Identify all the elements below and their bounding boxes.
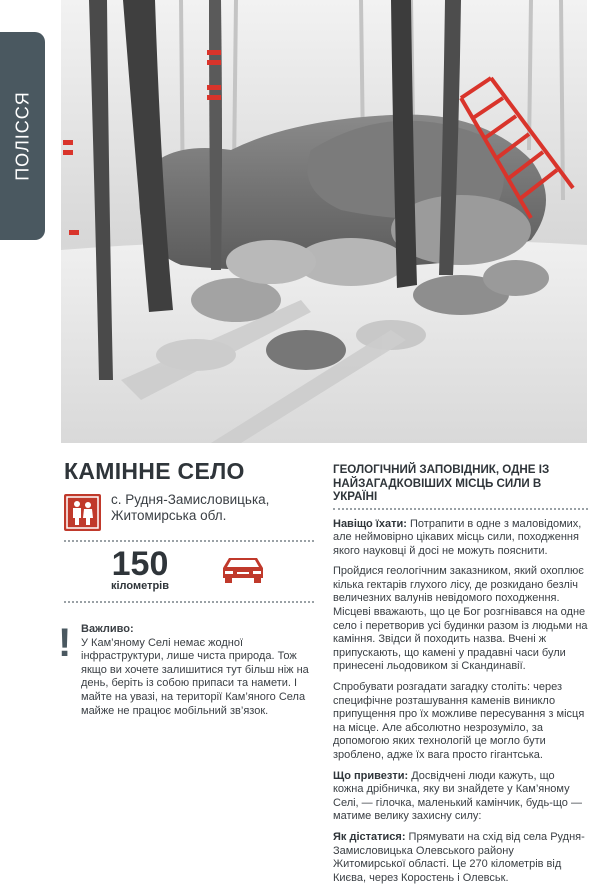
warning-text: У Кам’яному Селі немає жодної інфраструктури, лише чиста природа. Тож якщо ви хочете залишитися тут більш ніж на день, беріть із собою припаси та намети. І майте на увазі, на території Кам’яного Села майже не працює мобільний зв’язок.	[81, 636, 309, 717]
souvenir-text: Досвідчені люди кажуть, що кожна дрібничка, яку ви знайдете у Кам’яному Селі, — гілочка, маленький камінчик, будь-що — матиме велику захисну силу:	[333, 769, 582, 823]
why-go-label: Навіщо їхати:	[333, 517, 407, 530]
heading-divider	[333, 508, 588, 510]
directions-paragraph	[333, 831, 588, 885]
souvenir-label: Що привезти:	[333, 769, 409, 782]
description-column	[333, 463, 588, 892]
distance-value: 150	[111, 545, 169, 583]
family-location-icon	[64, 494, 101, 531]
divider-top	[64, 540, 314, 542]
why-go-paragraph	[333, 518, 588, 559]
forest-boulders-illustration	[61, 0, 587, 443]
section-tab-label: ПОЛІССЯ	[12, 91, 32, 181]
section-heading: ГЕОЛОГІЧНИЙ ЗАПОВІДНИК, ОДНЕ ІЗ НАЙЗАГАДКОВІШИХ МІСЦЬ СИЛИ В УКРАЇНІ	[333, 463, 550, 503]
location-text	[111, 492, 301, 524]
mystery-paragraph: Спробувати розгадати загадку століть: через специфічне розташування каменів виникло припущення про їх можливе пересування з місця на місце. Але абсолютно незрозуміло, за допомогою яких технологій це могло бути зроблено, адже їх вага просто гігантська.	[333, 681, 585, 761]
warning-title: Важливо:	[81, 623, 134, 635]
geology-paragraph: Пройдися геологічним заказником, який охоплює кілька гектарів глухого лісу, де розкидано безліч величезних валунів невідомого походження. Місцеві вважають, що це Бог розгнівався на одне село і перетворив усі будинки разом із людьми на каміння. Звідси й походить назва. Вчені ж припускають, що камені у прадавні часи були принесені льодовиком зі Скандинавії.	[333, 565, 588, 673]
location-line-1: с. Рудня-Замисловицька,	[111, 492, 270, 507]
exclamation-icon: !	[58, 621, 72, 665]
warning-box	[81, 623, 313, 718]
why-go-text: Потрапити в одне з маловідомих, але неймовірно цікавих місць сили, походження якого науковці й досі не можуть пояснити.	[333, 517, 582, 557]
divider-bottom	[64, 601, 314, 603]
car-icon	[219, 554, 267, 584]
souvenir-paragraph	[333, 770, 588, 824]
section-tab	[0, 32, 45, 240]
location-line-2: Житомирська обл.	[111, 508, 227, 523]
page-title: КАМІННЕ СЕЛО	[64, 458, 245, 484]
directions-label: Як дістатися:	[333, 830, 406, 843]
directions-text: Прямувати на схід від села Рудня-Замисловицька Олевського району Житомирської області. Це 270 кілометрів від Києва, через Коростень і Олевськ.	[333, 830, 585, 884]
distance-unit: кілометрів	[110, 580, 169, 592]
